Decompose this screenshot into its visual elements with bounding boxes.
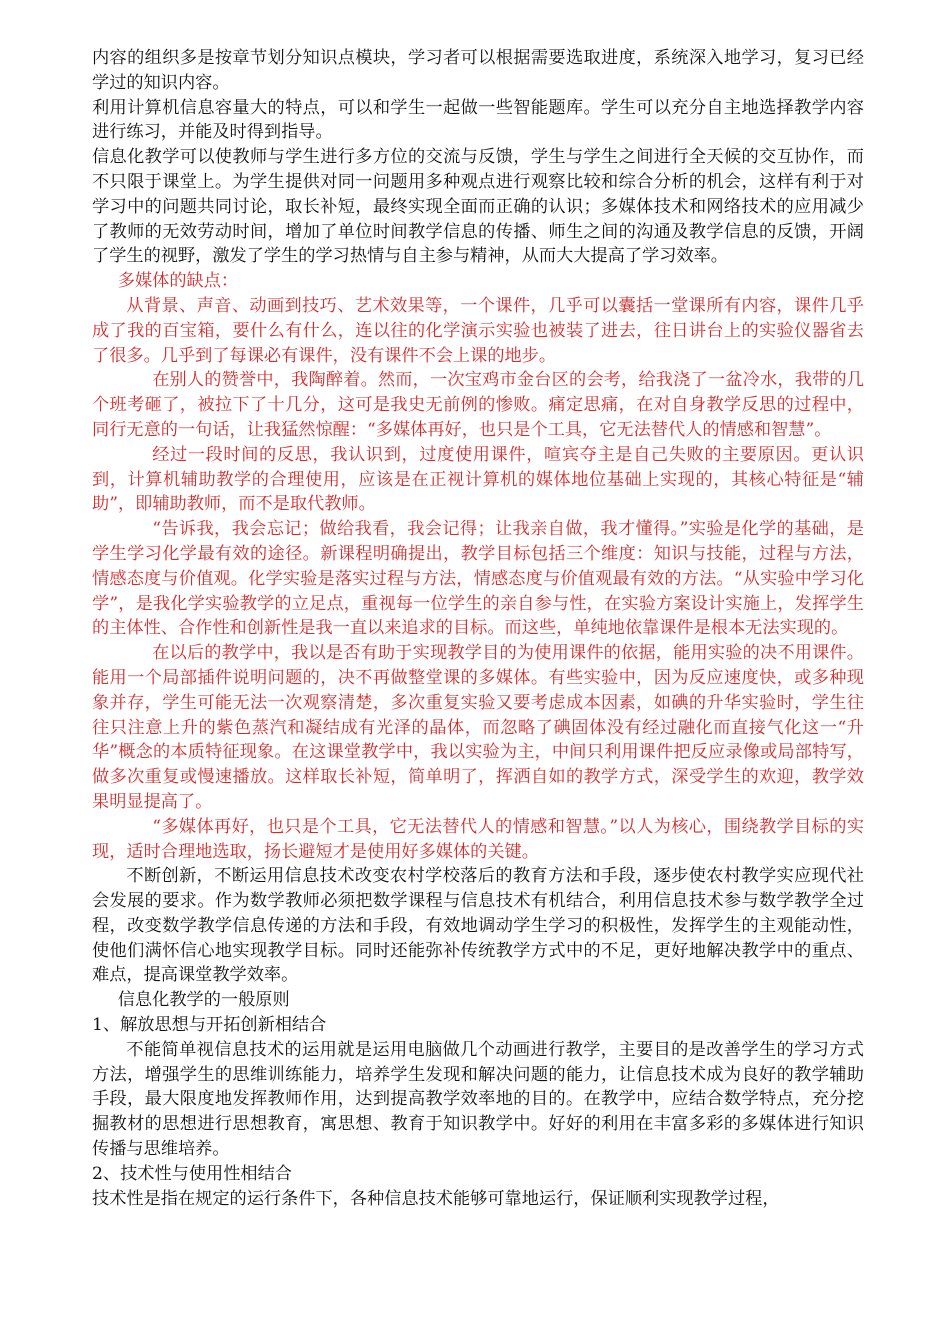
heading-principle-1: 1、解放思想与开拓创新相结合 [92, 1015, 327, 1036]
heading-multimedia-drawbacks: 多媒体的缺点： [117, 271, 239, 292]
paragraph-question-bank: 利用计算机信息容量大的特点，可以和学生一起做一些智能题库。学生可以充分自主地选择教学内容进行练习，并能及时得到指导。 [92, 97, 864, 143]
paragraph-principle-2-body: 技术性是指在规定的运行条件下，各种信息技术能够可靠地运行，保证顺利实现教学过程， [92, 1188, 780, 1209]
paragraph-experiment-importance: “告诉我，我会忘记；做给我看，我会记得；让我亲自做，我才懂得。”实验是化学的基础，是学生学习化学最有效的途径。新课程明确提出，教学目标包括三个维度：知识与技能，过程与方法，情感态度与价值观。化学实验是落实过程与方法，情感态度与价值观最有效的方法。“从实验中学习化学”，是我化学实验教学的立足点，重视每一位学生的亲自参与性，在实验方案设计实施上，发挥学生的主体性、合作性和创新性是我一直以来追求的目标。而这些，单纯地依靠课件是根本无法实现的。 [92, 519, 864, 639]
paragraph-reflection: 经过一段时间的反思，我认识到，过度使用课件，喧宾夺主是自己失败的主要原因。更认识到，计算机辅助教学的合理使用，应该是在正视计算机的媒体地位基础上实现的，其核心特征是“辅助”，即辅助教师，而不是取代教师。 [92, 444, 864, 515]
paragraph-interaction-feedback: 信息化教学可以使教师与学生进行多方位的交流与反馈，学生与学生之间进行全天候的交互协作，而不只限于课堂上。为学生提供对同一问题用多种观点进行观察比较和综合分析的机会，这样有利于对学习中的问题共同讨论，取长补短，最终实现全面而正确的认识；多媒体技术和网络技术的应用减少了教师的无效劳动时间，增加了单位时间教学信息的传播、师生之间的沟通及教学信息的反馈，开阔了学生的视野，激发了学生的学习热情与自主参与精神，从而大大提高了学习效率。 [92, 147, 864, 267]
heading-general-principles: 信息化教学的一般原则 [117, 990, 290, 1011]
heading-principle-2: 2、技术性与使用性相结合 [92, 1163, 292, 1184]
document-page [92, 46, 864, 1211]
paragraph-courseware-overuse: 从背景、声音、动画到技巧、艺术效果等，一个课件，几乎可以囊括一堂课所有内容，课件几乎成了我的百宝箱，要什么有什么，连以往的化学演示实验也被装了进去，往日讲台上的实验仪器省去了很多。几乎到了每课必有课件，没有课件不会上课的地步。 [92, 295, 864, 366]
paragraph-later-teaching: 在以后的教学中，我以是否有助于实现教学目的为使用课件的依据，能用实验的决不用课件。能用一个局部插件说明问题的，决不再做整堂课的多媒体。有些实验中，因为反应速度快，或多种现象并存，学生可能无法一次观察清楚，多次重复实验又要考虑成本因素，如碘的升华实验时，学生往往只注意上升的紫色蒸汽和凝结成有光泽的晶体，而忽略了碘固体没有经过融化而直接气化这一“升华”概念的本质特征现象。在这课堂教学中，我以实验为主，中间只利用课件把反应录像或局部特写，做多次重复或慢速播放。这样取长补短，简单明了，挥洒自如的教学方式，深受学生的欢迎，教学效果明显提高了。 [92, 643, 864, 812]
paragraph-principle-1-body: 不能简单视信息技术的运用就是运用电脑做几个动画进行教学，主要目的是改善学生的学习方式方法，增强学生的思维训练能力，培养学生发现和解决问题的能力，让信息技术成为良好的教学辅助手段，最大限度地发挥教师作用，达到提高教学效率地的目的。在教学中，应结合数学特点，充分挖掘教材的思想进行思想教育，寓思想、教育于知识教学中。好好的利用在丰富多彩的多媒体进行知识传播与思维培养。 [92, 1039, 864, 1160]
paragraph-continuous-innovation: 不断创新，不断运用信息技术改变农村学校落后的教育方法和手段，逐步使农村教学实应现代社会发展的要求。作为数学教师必须把数学课程与信息技术有机结合，利用信息技术参与数学教学全过程，改变数学教学信息传递的方法和手段，有效地调动学生学习的积极性，发挥学生的主观能动性，使他们满怀信心地实现教学目标。同时还能弥补传统教学方式中的不足，更好地解决教学中的重点、难点，提高课堂教学效率。 [92, 866, 864, 986]
paragraph-exam-failure: 在别人的赞誉中，我陶醉着。然而，一次宝鸡市金台区的会考，给我浇了一盆冷水，我带的几个班考砸了，被拉下了十几分，这可是我史无前例的惨败。痛定思痛，在对自身教学反思的过程中，同行无意的一句话，让我猛然惊醒：“多媒体再好，也只是个工具，它无法替代人的情感和智慧”。 [92, 370, 864, 440]
paragraph-module-organization: 内容的组织多是按章节划分知识点模块，学习者可以根据需要选取进度，系统深入地学习，复习已经学过的知识内容。 [92, 48, 864, 93]
paragraph-tool-quote: “多媒体再好，也只是个工具，它无法替代人的情感和智慧。”以人为核心，围绕教学目标的实现，适时合理地选取，扬长避短才是使用好多媒体的关键。 [92, 816, 864, 862]
